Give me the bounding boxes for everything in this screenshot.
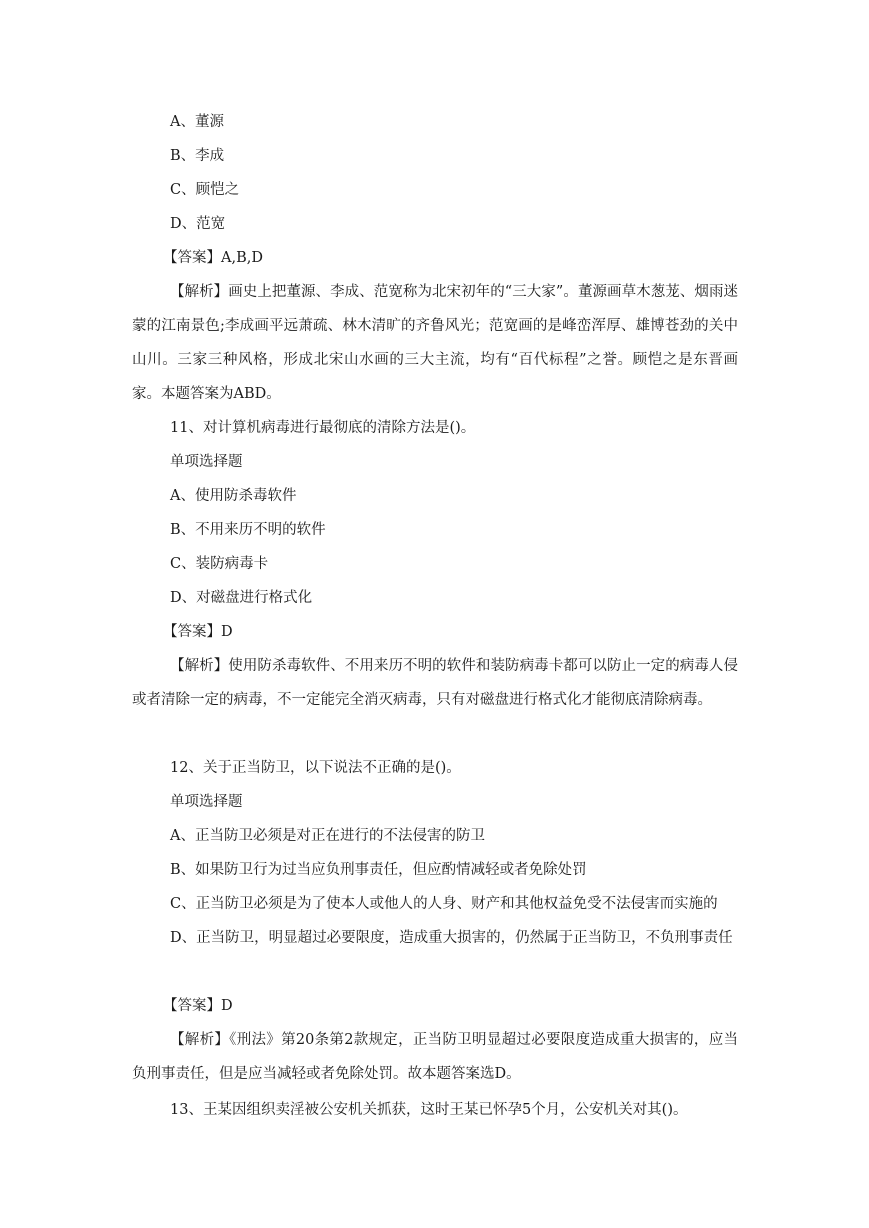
- q12-option-d: D、正当防卫，明显超过必要限度，造成重大损害的，仍然属于正当防卫，不负刑事责任: [170, 930, 733, 946]
- q10-analysis: 【解析】画史上把董源、李成、范宽称为北宋初年的“三大家”。董源画草木葱茏、烟雨迷蒙的江南景色;李成画平远萧疏、林木清旷的齐鲁风光；范宽画的是峰峦浑厚、雄博苍劲的关中山川。三家三种风格，形成北宋山水画的三大主流，均有“百代标程”之誉。顾恺之是东晋画家。本题答案为ABD。: [132, 284, 738, 402]
- q10-option-d: D、范宽: [170, 216, 226, 232]
- q11-option-a: A、使用防杀毒软件: [170, 488, 297, 504]
- q12-analysis: 【解析】《刑法》第20条第2款规定，正当防卫明显超过必要限度造成重大损害的，应当负刑事责任，但是应当减轻或者免除处罚。故本题答案选D。: [132, 1032, 738, 1082]
- q13-stem: 13、王某因组织卖淫被公安机关抓获，这时王某已怀孕5个月，公安机关对其()。: [170, 1102, 688, 1118]
- q10-option-c: C、顾恺之: [170, 182, 240, 198]
- q12-option-b: B、如果防卫行为过当应负刑事责任，但应酌情减轻或者免除处罚: [170, 862, 587, 878]
- q12-option-a: A、正当防卫必须是对正在进行的不法侵害的防卫: [170, 828, 485, 844]
- q10-answer: 【答案】A,B,D: [163, 250, 263, 266]
- q11-answer: 【答案】D: [163, 624, 233, 640]
- q12-answer: 【答案】D: [163, 998, 233, 1014]
- q11-type: 单项选择题: [170, 454, 243, 470]
- q10-option-b: B、李成: [170, 148, 225, 164]
- q12-type: 单项选择题: [170, 794, 243, 810]
- q11-option-b: B、不用来历不明的软件: [170, 522, 326, 538]
- q10-option-a: A、董源: [170, 114, 224, 130]
- q11-analysis: 【解析】使用防杀毒软件、不用来历不明的软件和装防病毒卡都可以防止一定的病毒人侵或者清除一定的病毒，不一定能完全消灭病毒，只有对磁盘进行格式化才能彻底清除病毒。: [132, 658, 738, 708]
- q12-option-c: C、正当防卫必须是为了使本人或他人的人身、财产和其他权益免受不法侵害而实施的: [170, 896, 718, 912]
- q12-stem: 12、关于正当防卫，以下说法不正确的是()。: [170, 760, 461, 776]
- q11-stem: 11、对计算机病毒进行最彻底的清除方法是()。: [170, 420, 476, 436]
- q11-option-c: C、装防病毒卡: [170, 556, 269, 572]
- q11-option-d: D、对磁盘进行格式化: [170, 590, 313, 606]
